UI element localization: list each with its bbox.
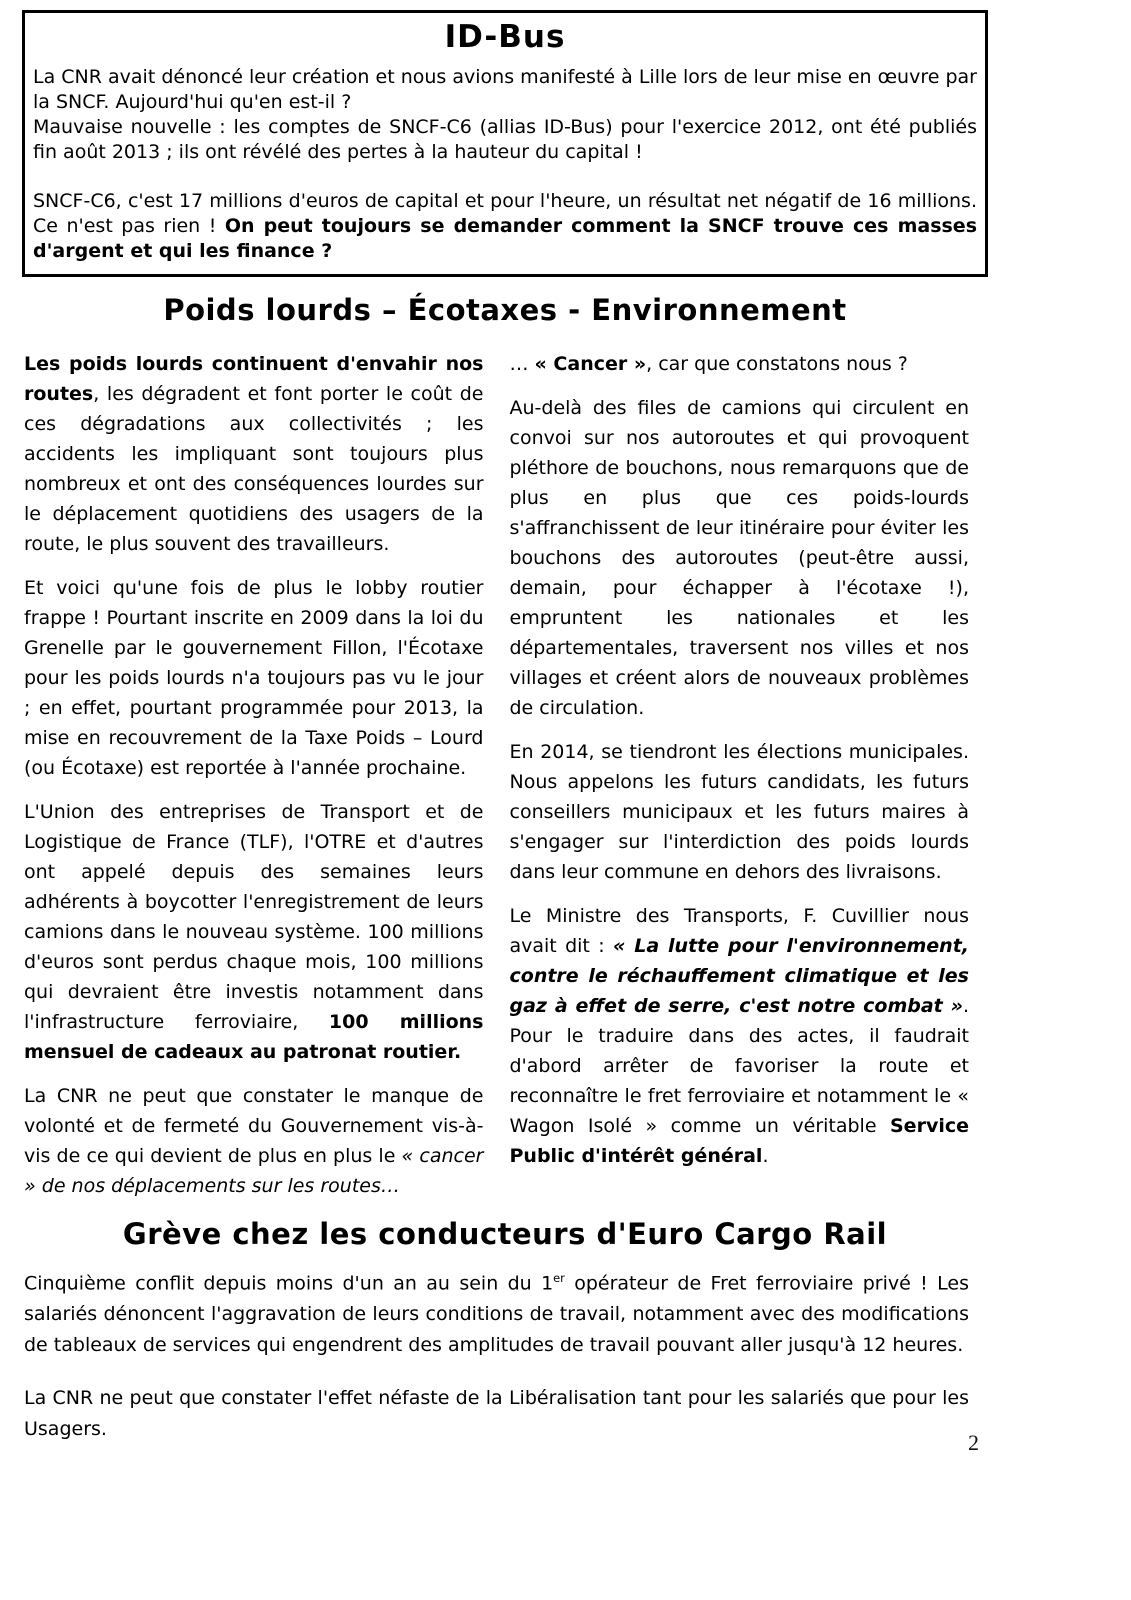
right-paragraph-2: Au-delà des files de camions qui circulent en convoi sur nos autoroutes et qui provoquent pléthore de bouchons, nous remarquons que de plus en plus que ces poids-lourds s'affranchissent de leur itinéraire pour éviter les bouchons des autoroutes (peut-être aussi, demain, pour échapper à l'écotaxe !), empruntent les nationales et les départementales, traversent nos villes et nos villages et créent alors de nouveaux problèmes de circulation.: [509, 397, 969, 719]
greve-paragraph-2: La CNR ne peut que constater l'effet néfaste de la Libéralisation tant pour les salariés que pour les Usagers.: [24, 1387, 969, 1441]
ecotaxes-section-heading: Poids lourds – Écotaxes - Environnement: [163, 293, 847, 327]
idbus-title: ID-Bus: [444, 19, 566, 55]
ecotaxes-right-column: [510, 349, 970, 1201]
page-number: 2: [968, 1430, 979, 1455]
greve-section-heading: Grève chez les conducteurs d'Euro Cargo Rail: [122, 1217, 888, 1251]
idbus-framed-box: [22, 10, 988, 277]
left-paragraph-1: Les poids lourds continuent d'envahir nos routes, les dégradent et font porter le coût de ces dégradations aux collectivités ; les accidents les impliquant sont toujours plus nombreux et ont des conséquences lourdes sur le déplacement quotidiens des usagers de la route, le plus souvent des travailleurs.: [24, 353, 484, 555]
idbus-paragraph-1: La CNR avait dénoncé leur création et nous avions manifesté à Lille lors de leur mise en œuvre par la SNCF. Aujourd'hui qu'en est-il ?: [33, 66, 977, 113]
idbus-paragraph-3: SNCF-C6, c'est 17 millions d'euros de capital et pour l'heure, un résultat net négatif de 16 millions. Ce n'est pas rien ! On peut toujours se demander comment la SNCF trouve ces masses d'argent et qui les finance ?: [33, 190, 978, 262]
left-paragraph-2: Et voici qu'une fois de plus le lobby routier frappe ! Pourtant inscrite en 2009 dans la loi du Grenelle par le gouvernement Fillon, l'Écotaxe pour les poids lourds n'a toujours pas vu le jour ; en effet, pourtant programmée pour 2013, la mise en recouvrement de la Taxe Poids – Lourd (ou Écotaxe) est reportée à l'année prochaine.: [24, 577, 484, 779]
right-paragraph-3: En 2014, se tiendront les élections municipales. Nous appelons les futurs candidats, les futurs conseillers municipaux et les futurs maires à s'engager sur l'interdiction des poids lourds dans leur commune en dehors des livraisons.: [509, 741, 969, 883]
left-paragraph-4: La CNR ne peut que constater le manque de volonté et de fermeté du Gouvernement vis-à-vis de ce qui devient de plus en plus le « cancer » de nos déplacements sur les routes…: [24, 1085, 484, 1197]
idbus-paragraph-2: Mauvaise nouvelle : les comptes de SNCF-C6 (allias ID-Bus) pour l'exercice 2012, ont été publiés fin août 2013 ; ils ont révélé des pertes à la hauteur du capital !: [33, 116, 977, 163]
right-paragraph-4: Le Ministre des Transports, F. Cuvillier nous avait dit : « La lutte pour l'environnement, contre le réchauffement climatique et les gaz à effet de serre, c'est notre combat ». Pour le traduire dans des actes, il faudrait d'abord arrêter de favoriser la route et reconnaître le fret ferroviaire et notamment le « Wagon Isolé » comme un véritable Service Public d'intérêt général.: [509, 905, 970, 1167]
left-paragraph-3: L'Union des entreprises de Transport et de Logistique de France (TLF), l'OTRE et d'autres ont appelé depuis des semaines leurs adhérents à boycotter l'enregistrement de leurs camions dans le nouveau système. 100 millions d'euros sont perdus chaque mois, 100 millions qui devraient être investis notamment dans l'infrastructure ferroviaire, 100 millions mensuel de cadeaux au patronat routier.: [24, 801, 484, 1063]
right-paragraph-1: … « Cancer », car que constatons nous ?: [509, 353, 908, 375]
ecotaxes-two-column-layout: [24, 349, 969, 1201]
ecotaxes-left-column: [24, 349, 484, 1201]
greve-paragraph-1: Cinquième conflit depuis moins d'un an au sein du 1er opérateur de Fret ferroviaire privé ! Les salariés dénoncent l'aggravation de leurs conditions de travail, notamment avec des modifications de tableaux de services qui engendrent des amplitudes de travail pouvant aller jusqu'à 12 heures.: [24, 1271, 969, 1357]
page-content: [22, 0, 988, 1445]
